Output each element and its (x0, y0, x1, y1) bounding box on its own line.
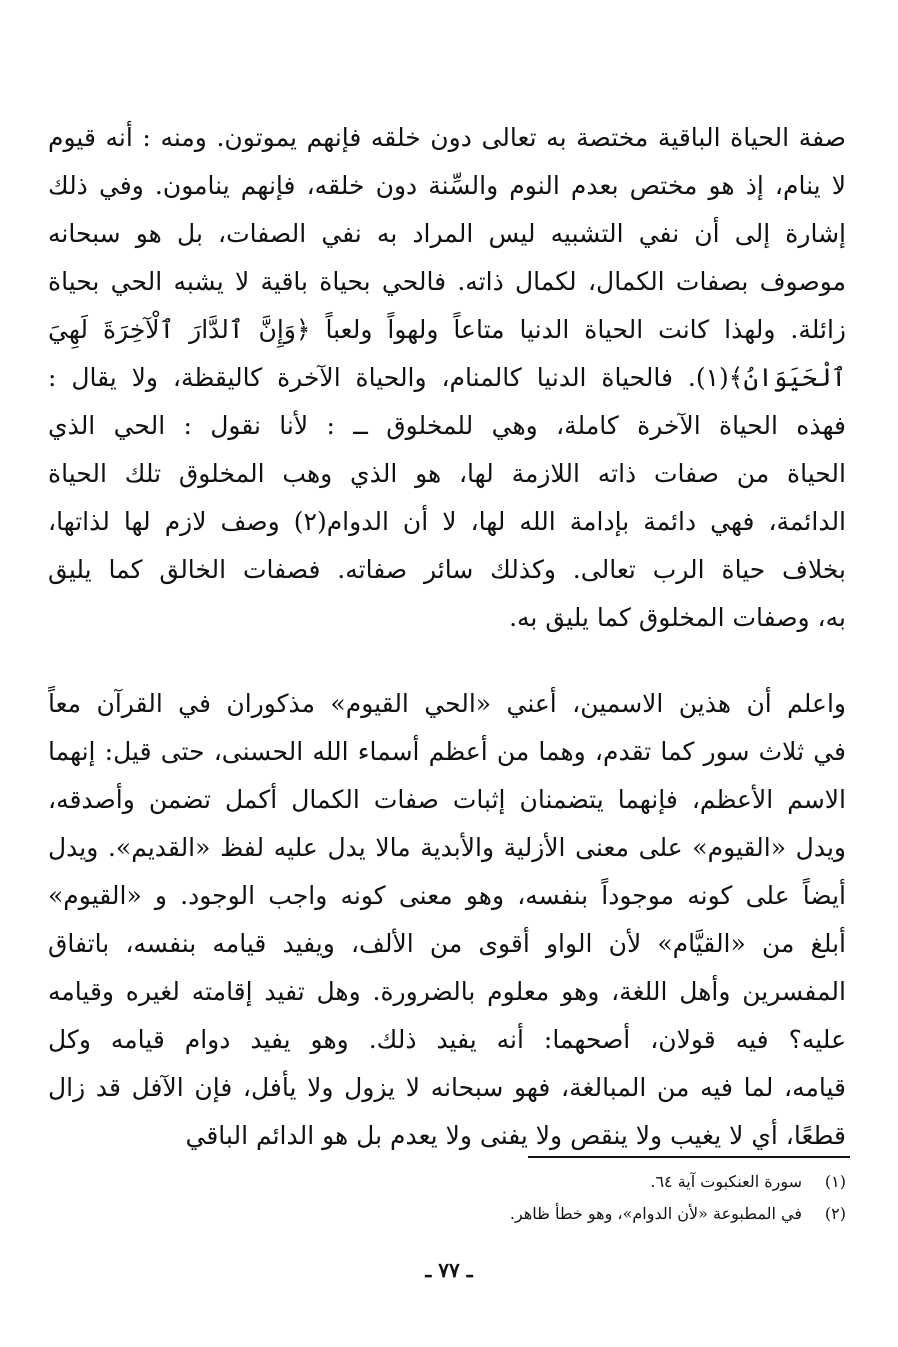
text-line: قطعًا، أي لا يغيب ولا ينقص ولا يفنى ولا يعدم بل هو الدائم الباقي (185, 1121, 846, 1150)
text-line: أيضاً على كونه موجوداً بنفسه، وهو معنى كونه واجب الوجود. و «القيوم» (48, 881, 846, 910)
footnote-1 (86, 1166, 846, 1198)
paragraph-1 (48, 114, 846, 642)
footnote-divider (528, 1156, 850, 1158)
footnote-text: في المطبوعة «لأن الدوام»، وهو خطأ ظاهر. (509, 1204, 802, 1223)
text-line: بخلاف حياة الرب تعالى. وكذلك سائر صفاته. فصفات الخالق كما يليق (48, 555, 846, 584)
footnote-number: (١) (824, 1172, 846, 1191)
text-line: عليه؟ فيه قولان، أصحهما: أنه يفيد ذلك. وهو يفيد دوام قيامه وكل (48, 1025, 846, 1054)
page-number: ـ ٧٧ ـ (425, 1258, 473, 1282)
text-line: المفسرين وأهل اللغة، وهو معلوم بالضرورة. وهل تفيد إقامته لغيره وقيامه (48, 977, 846, 1006)
text-line: زائلة. ولهذا كانت الحياة الدنيا متاعاً ولهواً ولعباً ﴿وَإِنَّ ٱلدَّارَ ٱلْآخِرَةَ لَهِيَ (48, 315, 846, 344)
text-line: الدائمة، فهي دائمة بإدامة الله لها، لا أن الدوام(٢) وصف لازم لها لذاتها، (48, 507, 846, 536)
text-line: لا ينام، إذ هو مختص بعدم النوم والسِّنة دون خلقه، فإنهم ينامون. وفي ذلك (48, 171, 846, 200)
text-line: ٱلْحَيَوَانُ﴾(١). فالحياة الدنيا كالمنام، والحياة الآخرة كاليقظة، ولا يقال : (48, 363, 846, 392)
footnote-2 (86, 1198, 846, 1230)
footnote-number: (٢) (824, 1204, 846, 1223)
text-line: موصوف بصفات الكمال، لكمال ذاته. فالحي بحياة باقية لا يشبه الحي بحياة (48, 267, 846, 296)
text-line: صفة الحياة الباقية مختصة به تعالى دون خلقه فإنهم يموتون. ومنه : أنه قيوم (48, 123, 846, 152)
text-line: قيامه، لما فيه من المبالغة، فهو سبحانه لا يزول ولا يأفل، فإن الآفل قد زال (48, 1073, 846, 1102)
text-line: في ثلاث سور كما تقدم، وهما من أعظم أسماء الله الحسنى، حتى قيل: إنهما (48, 737, 846, 766)
text-line: الحياة من صفات ذاته اللازمة لها، هو الذي وهب المخلوق تلك الحياة (48, 459, 846, 488)
text-line: الاسم الأعظم، فإنهما يتضمنان إثبات صفات الكمال أكمل تضمن وأصدقه، (48, 785, 846, 814)
text-line: ويدل «القيوم» على معنى الأزلية والأبدية مالا يدل عليه لفظ «القديم». ويدل (48, 833, 846, 862)
text-line: واعلم أن هذين الاسمين، أعني «الحي القيوم» مذكوران في القرآن معاً (48, 689, 846, 718)
text-line: إشارة إلى أن نفي التشبيه ليس المراد به نفي الصفات، بل هو سبحانه (48, 219, 846, 248)
text-line: فهذه الحياة الآخرة كاملة، وهي للمخلوق ــ : لأنا نقول : الحي الذي (48, 411, 846, 440)
text-line: به، وصفات المخلوق كما يليق به. (509, 603, 846, 632)
footnotes (86, 1166, 846, 1230)
footnote-text: سورة العنكبوت آية ٦٤. (650, 1172, 802, 1191)
text-line: أبلغ من «القيَّام» لأن الواو أقوى من الألف، ويفيد قيامه بنفسه، باتفاق (48, 929, 846, 958)
paragraph-2 (48, 680, 846, 1160)
